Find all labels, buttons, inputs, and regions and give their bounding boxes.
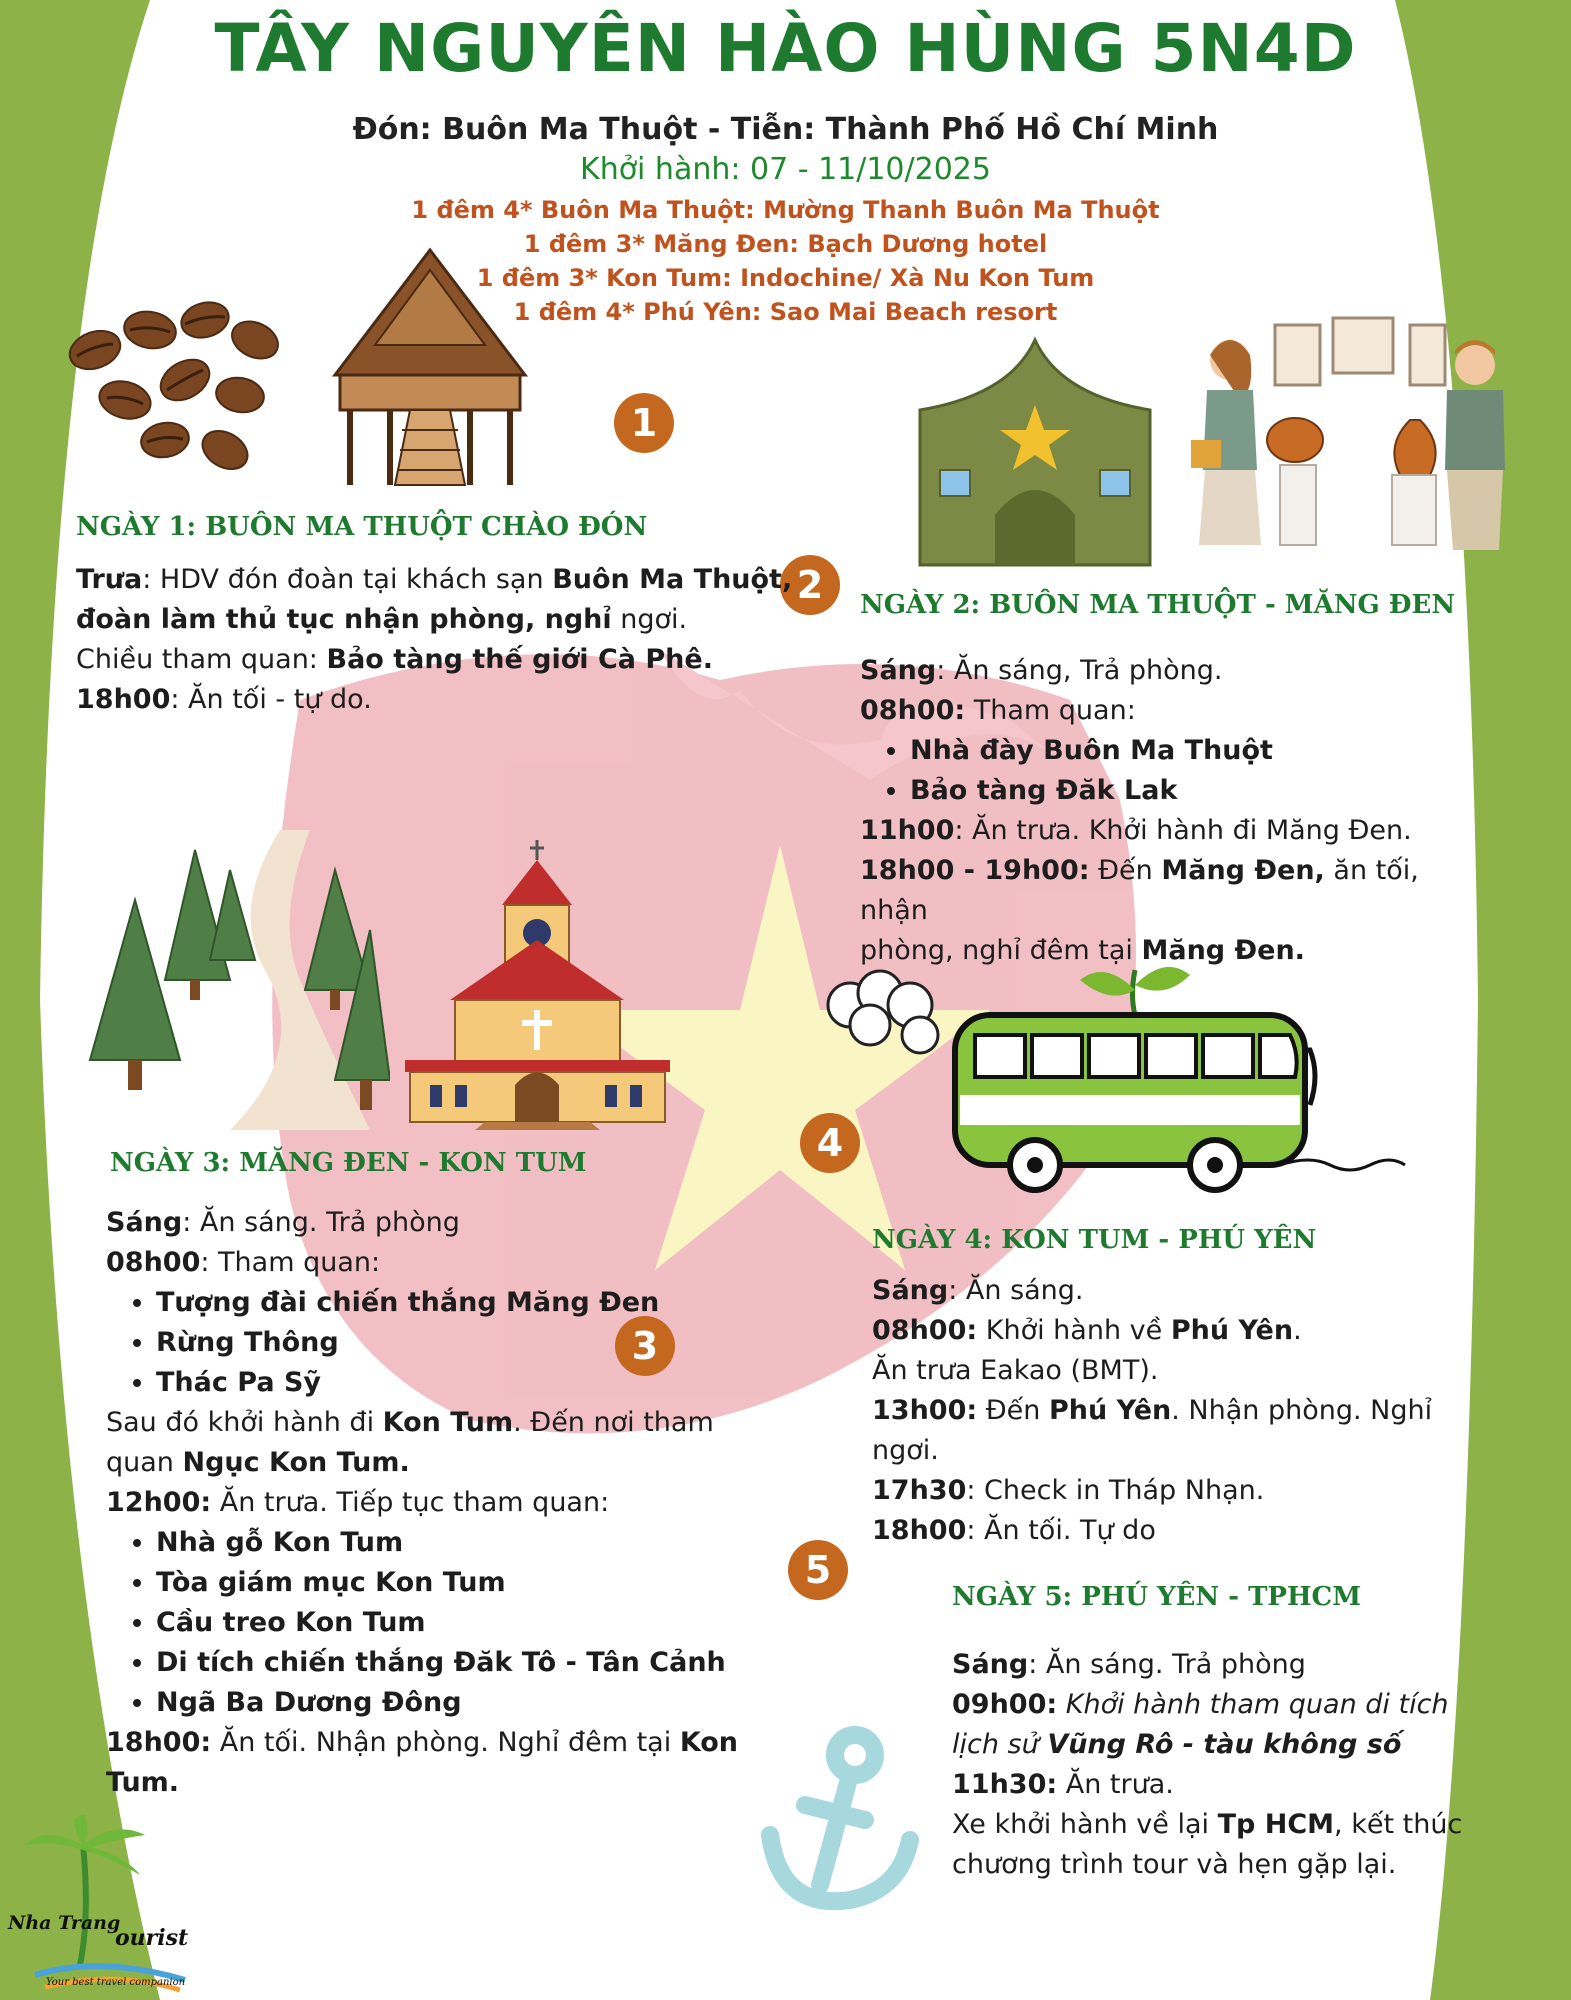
day3-list [106, 1283, 746, 1403]
day-badge-1: 1 [614, 393, 674, 453]
anchor-icon [760, 1725, 920, 1915]
day1-line: 18h00: Ăn tối - tự do. [76, 684, 372, 715]
day3-line: Sáng: Ăn sáng. Trả phòng [106, 1207, 460, 1238]
day5-line: Xe khởi hành về lại Tp HCM, kết thúc [952, 1809, 1463, 1840]
day3-line: quan Ngục Kon Tum. [106, 1447, 410, 1478]
list-item: • Cầu treo Kon Tum [156, 1603, 746, 1643]
list-item: • Ngã Ba Dương Đông [156, 1683, 746, 1723]
day3-line: 12h00: Ăn trưa. Tiếp tục tham quan: [106, 1487, 610, 1518]
list-item: • Tượng đài chiến thắng Măng Đen [156, 1283, 746, 1323]
logo-palm-icon [5, 1815, 195, 1995]
coffee-beans-icon [55, 290, 295, 490]
day4-line: 17h30: Check in Tháp Nhạn. [872, 1475, 1265, 1506]
stilt-house-icon [320, 245, 540, 490]
day5-body [952, 1645, 1472, 1885]
day3-heading: NGÀY 3: MĂNG ĐEN - KON TUM [110, 1148, 587, 1178]
day2-line: 11h00: Ăn trưa. Khởi hành đi Măng Đen. [860, 815, 1412, 846]
day5-line: chương trình tour và hẹn gặp lại. [952, 1849, 1397, 1880]
day-badge-5: 5 [788, 1540, 848, 1600]
day3-list [106, 1523, 746, 1723]
day5-line: Sáng: Ăn sáng. Trả phòng [952, 1649, 1306, 1680]
day1-line: Trưa: HDV đón đoàn tại khách sạn Buôn Ma Thuột, [76, 564, 793, 595]
day2-line: 08h00: Tham quan: [860, 695, 1136, 726]
day2-line: Sáng: Ăn sáng, Trả phòng. [860, 655, 1223, 686]
day1-body [76, 560, 796, 720]
day4-line: Ăn trưa Eakao (BMT). [872, 1355, 1159, 1386]
day3-line: 08h00: Tham quan: [106, 1247, 381, 1278]
day3-line: Sau đó khởi hành đi Kon Tum. Đến nơi tham [106, 1407, 714, 1438]
page-title: TÂY NGUYÊN HÀO HÙNG 5N4D [214, 10, 1357, 87]
hotel-line: 1 đêm 3* Măng Đen: Bạch Dương hotel [523, 230, 1048, 258]
day5-line: 11h30: Ăn trưa. [952, 1769, 1174, 1800]
bus-icon [810, 955, 1410, 1200]
day-badge-3: 3 [615, 1316, 675, 1376]
day1-line: Chiều tham quan: Bảo tàng thế giới Cà Phê. [76, 644, 713, 675]
pine-forest-icon [80, 830, 390, 1130]
day4-line: 18h00: Ăn tối. Tự do [872, 1515, 1156, 1546]
day2-heading: NGÀY 2: BUÔN MA THUỘT - MĂNG ĐEN [860, 590, 1456, 620]
church-icon [400, 840, 675, 1130]
museum-visitors-icon [1185, 310, 1515, 560]
museum-tent-icon [910, 335, 1160, 570]
day-badge-4: 4 [800, 1113, 860, 1173]
day5-line: lịch sử Vũng Rô - tàu không số [952, 1729, 1402, 1760]
list-item: • Nhà đày Buôn Ma Thuột [910, 731, 1480, 771]
list-item: • Nhà gỗ Kon Tum [156, 1523, 746, 1563]
list-item: • Di tích chiến thắng Đăk Tô - Tân Cảnh [156, 1643, 746, 1683]
hotel-line: 1 đêm 3* Kon Tum: Indochine/ Xà Nu Kon Tum [476, 264, 1095, 292]
day4-heading: NGÀY 4: KON TUM - PHÚ YÊN [872, 1225, 1317, 1255]
list-item: • Thác Pa Sỹ [156, 1363, 746, 1403]
day-badge-2: 2 [780, 555, 840, 615]
day1-heading: NGÀY 1: BUÔN MA THUỘT CHÀO ĐÓN [76, 512, 648, 542]
day3-line: 18h00: Ăn tối. Nhận phòng. Nghỉ đêm tại Kon [106, 1727, 739, 1758]
day2-line: 18h00 - 19h00: Đến Măng Đen, ăn tối, nhận [860, 855, 1419, 926]
logo-brand-a: Nha Trang [8, 1912, 121, 1934]
day5-line: 09h00: Khởi hành tham quan di tích [952, 1689, 1449, 1720]
route-text: Đón: Buôn Ma Thuột - Tiễn: Thành Phố Hồ Chí Minh [352, 112, 1219, 147]
day2-body [860, 651, 1480, 971]
day2-list [860, 731, 1480, 811]
day4-line: 13h00: Đến Phú Yên. Nhận phòng. Nghỉ ngơi. [872, 1395, 1433, 1466]
logo-brand-b: ourist [115, 1925, 189, 1951]
day4-line: 08h00: Khởi hành về Phú Yên. [872, 1315, 1302, 1346]
day2-line: phòng, nghỉ đêm tại Măng Đen. [860, 935, 1305, 966]
hotel-line: 1 đêm 4* Buôn Ma Thuột: Mường Thanh Buôn Ma Thuột [411, 196, 1160, 224]
day5-heading: NGÀY 5: PHÚ YÊN - TPHCM [952, 1582, 1362, 1612]
day1-line: đoàn làm thủ tục nhận phòng, nghỉ ngơi. [76, 604, 688, 635]
departure-date: Khởi hành: 07 - 11/10/2025 [580, 152, 991, 187]
logo-tagline: Your best travel companion [46, 1977, 186, 1988]
day4-body [872, 1271, 1492, 1551]
day3-body [106, 1203, 746, 1803]
list-item: • Rừng Thông [156, 1323, 746, 1363]
day3-line: Tum. [106, 1767, 180, 1798]
list-item: • Bảo tàng Đăk Lak [910, 771, 1480, 811]
list-item: • Tòa giám mục Kon Tum [156, 1563, 746, 1603]
hotel-line: 1 đêm 4* Phú Yên: Sao Mai Beach resort [513, 298, 1058, 326]
day4-line: Sáng: Ăn sáng. [872, 1275, 1084, 1306]
